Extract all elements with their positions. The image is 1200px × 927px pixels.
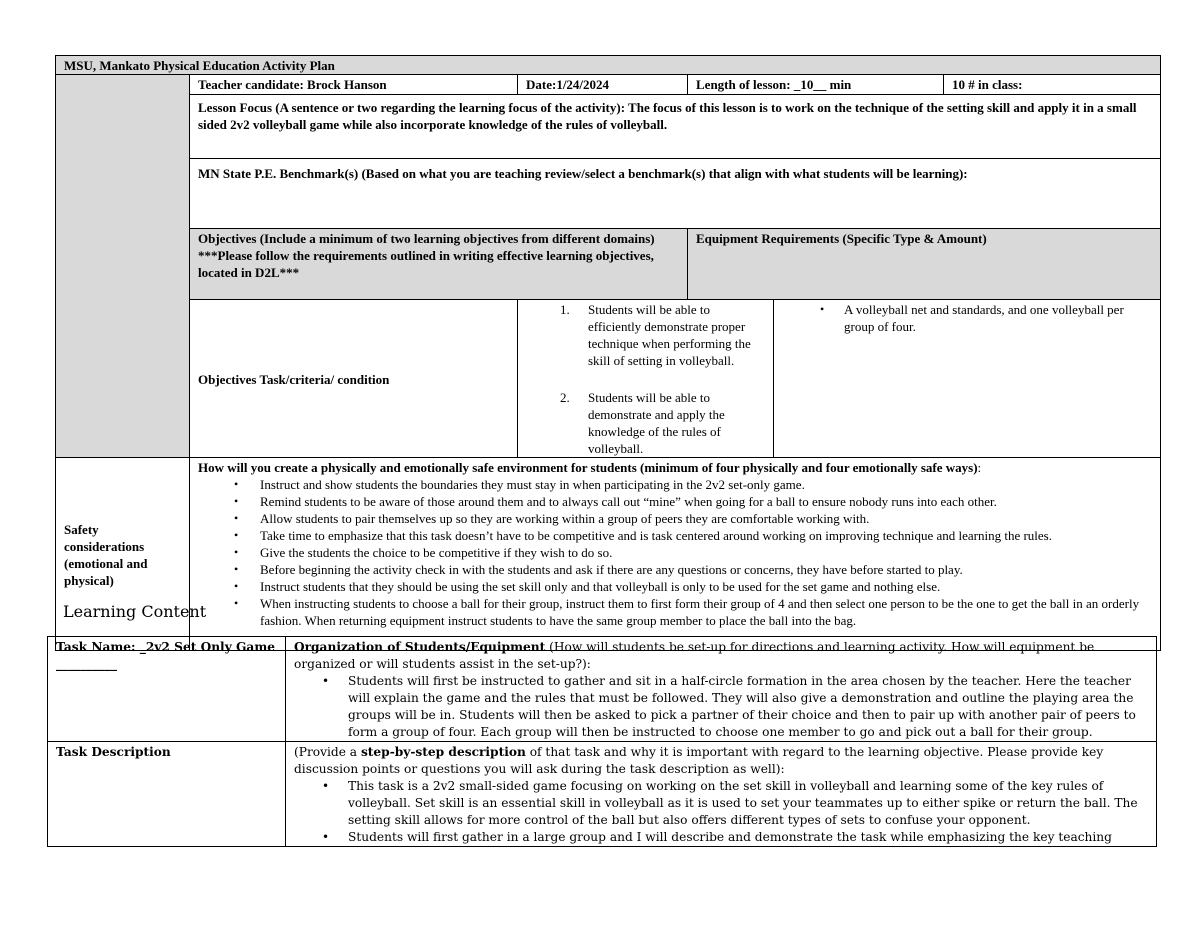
- equipment-header: Equipment Requirements (Specific Type & Amount): [688, 229, 1161, 300]
- objectives-label: Objectives Task/criteria/ condition: [190, 300, 518, 458]
- activity-plan-table: [55, 55, 1161, 651]
- description-suffix: of that task and why it is important with regard to the learning objective. Please provide key discussion points or questions you will ask during the task description as well):: [294, 745, 1104, 776]
- organization-item: • Students will first be instructed to gather and sit in a half-circle formation in the area chosen by the teacher. Here the teacher will explain the game and the rules that must be followed. They will also give a demonstration and outline the playing area the groups will be in. Students will then be asked to pick a partner of their choice and then to pair up with another pair of peers to form a group of four. Each group will then be instructed to choose one member to go and pick out a ball for their group.: [294, 673, 1148, 741]
- safety-item: • Remind students to be aware of those around them and to always call out “mine” when going for a ball to ensure nobody runs into each other.: [198, 493, 1152, 510]
- organization-prompt: (How will students be set-up for directions and learning activity. How will equipment be organized or will students assist in the set-up?):: [294, 640, 1095, 671]
- safety-item: • Take time to emphasize that this task doesn’t have to be competitive and is task centered around working on improving technique and learning the rules.: [198, 527, 1152, 544]
- organization-list: [294, 673, 1148, 741]
- organization-title: Organization of Students/Equipment: [294, 640, 546, 654]
- safety-item: • When instructing students to choose a ball for their group, instruct them to first form their group of 4 and then select one person to be the one to get the ball in an orderly fashion. When returning equipment instruct students to have the same group member to place the ball into the bag.: [198, 595, 1152, 629]
- equipment-list: [782, 301, 1152, 335]
- task-description-label: Task Description: [48, 742, 286, 847]
- task-name: Task Name: _2v2 Set Only Game __________: [48, 637, 286, 742]
- safety-item: • Before beginning the activity check in with the students and ask if there are any questions or concerns, they have before started to play.: [198, 561, 1152, 578]
- safety-header-tail: :: [977, 460, 982, 475]
- learning-content-heading: Learning Content: [63, 602, 207, 621]
- objectives-cell: [518, 300, 774, 458]
- safety-cell: [190, 458, 1161, 651]
- description-item: • Students will first gather in a large group and I will describe and demonstrate the task while emphasizing the key teaching: [294, 829, 1148, 846]
- objectives-list: [526, 301, 765, 457]
- safety-item: • Instruct students that they should be using the set skill only and that volleyball is only to be used for the set game and nothing else.: [198, 578, 1152, 595]
- safety-item: • Allow students to pair themselves up so they are working within a group of peers they are comfortable working with.: [198, 510, 1152, 527]
- plan-title: MSU, Mankato Physical Education Activity Plan: [56, 56, 1161, 75]
- safety-list: [198, 476, 1152, 629]
- description-item: • This task is a 2v2 small-sided game focusing on working on the set skill in volleyball and learning some of the key rules of volleyball. Set skill is an essential skill in volleyball as it is used to set your teammates up to either spike or return the ball. The setting skill allows for more control of the ball but also offers different types of sets to confuse your opponent.: [294, 778, 1148, 829]
- state-benchmark: MN State P.E. Benchmark(s) (Based on what you are teaching review/select a benchmark(s) that align with what students will be learning):: [190, 159, 1161, 229]
- safety-header: How will you create a physically and emotionally safe environment for students (minimum of four physically and four emotionally safe ways): [198, 460, 978, 475]
- teacher-candidate: Teacher candidate: Brock Hanson: [190, 75, 518, 95]
- plan-side-blank: [56, 75, 190, 458]
- lesson-length: Length of lesson: _10__ min: [688, 75, 944, 95]
- class-count: 10 # in class:: [944, 75, 1161, 95]
- description-list: [294, 778, 1148, 846]
- objectives-header-line: Objectives (Include a minimum of two learning objectives from different domains): [198, 231, 655, 246]
- safety-item: • Instruct and show students the boundaries they must stay in when participating in the 2v2 set-only game.: [198, 476, 1152, 493]
- objectives-header: [190, 229, 688, 300]
- equipment-cell: [774, 300, 1161, 458]
- description-bold: step-by-step description: [360, 745, 526, 759]
- lesson-focus: Lesson Focus (A sentence or two regarding the learning focus of the activity): The focus of this lesson is to work on the technique of the setting skill and apply it in a small sided 2v2 volleyball game while also incorporate knowledge of the rules of volleyball.: [190, 95, 1161, 159]
- lesson-date: Date:1/24/2024: [518, 75, 688, 95]
- organization-cell: [286, 637, 1157, 742]
- objective-item: 2. Students will be able to demonstrate and apply the knowledge of the rules of volleyball.: [560, 390, 725, 456]
- learning-content-table: [47, 636, 1157, 847]
- safety-label: Safety considerations (emotional and physical): [56, 458, 190, 651]
- objective-item: 1. Students will be able to efficiently demonstrate proper technique when performing the skill of setting in volleyball.: [560, 302, 751, 368]
- objectives-note: ***Please follow the requirements outlined in writing effective learning objectives, located in D2L***: [198, 248, 654, 280]
- equipment-item: • A volleyball net and standards, and one volleyball per group of four.: [782, 301, 1152, 335]
- description-prefix: (Provide a: [294, 745, 361, 759]
- safety-item: • Give the students the choice to be competitive if they wish to do so.: [198, 544, 1152, 561]
- task-description-cell: [286, 742, 1157, 847]
